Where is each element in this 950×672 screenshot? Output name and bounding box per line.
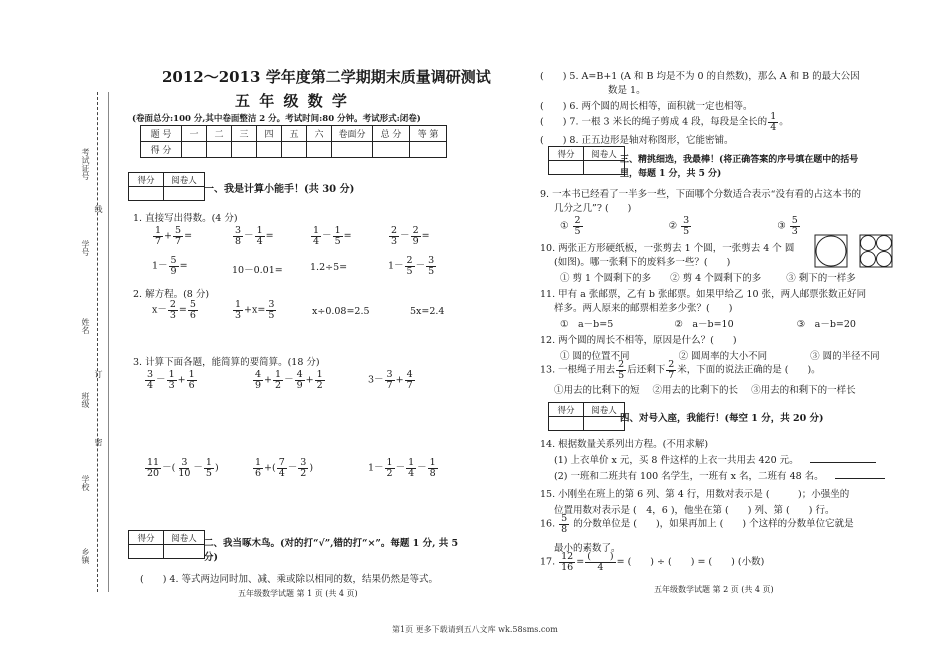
q1-item-7: 1.2÷5= — [310, 262, 348, 273]
binding-mark-mi: 密 — [94, 438, 103, 446]
q4-text: ( ) 4. 等式两边同时加、减、乘或除以相同的数，结果仍然是等式。 — [140, 574, 439, 585]
score-cell[interactable] — [410, 142, 447, 158]
score-box-4 — [548, 402, 625, 431]
q3-item-2: $\frac{4}{9}$ + $\frac{1}{2}$ － $\frac{4}{9}$ + $\frac{1}{2}$ — [255, 369, 323, 391]
score-cell[interactable] — [282, 142, 307, 158]
name-label: 姓名 — [81, 318, 90, 334]
score-box-label: 得分 — [129, 531, 164, 545]
binding-mark-xian: 线 — [94, 205, 103, 213]
q11-option-2[interactable]: ② a－b=10 — [674, 319, 734, 330]
q9-options — [560, 216, 801, 236]
binding-line-outer — [97, 92, 98, 592]
q13-part-a: 13. 一根绳子用去 — [540, 364, 616, 376]
page-1-footer: 五年级数学试题 第 1 页 (共 4 页) — [238, 589, 358, 598]
small-circle — [877, 252, 892, 267]
bottom-caption: 第1页 更多下载请到五八文库 wk.58sms.com — [392, 625, 558, 634]
score-box-3 — [548, 146, 625, 175]
q7-label: ( ) 7. 一根 3 米长的绳子剪成 4 段，每段是全长的 — [540, 116, 768, 128]
q12-text: 12. 两个圆的周长不相等，原因是什么？( ) — [540, 335, 737, 346]
grade-table — [140, 125, 447, 158]
q17-text: 17. $\frac{12}{16}$ = $\frac{( )}{4}$ = ( ) ÷ ( ) = ( ) (小数) — [540, 551, 765, 573]
grade-header: 三 — [232, 126, 257, 142]
binding-line-inner — [108, 92, 109, 592]
score-box-label: 阅卷人 — [584, 403, 625, 417]
grade-header: 六 — [307, 126, 332, 142]
school-label: 学校 — [81, 475, 90, 491]
score-cell[interactable] — [232, 142, 257, 158]
q13-text: 13. 一根绳子用去 $\frac{2}{5}$ 后还剩下 $\frac{2}{7}$ 米，下面的说法正确的是 ( )。 — [540, 359, 821, 381]
q3-item-3: 3－ $\frac{3}{7}$ + $\frac{4}{7}$ — [368, 369, 413, 391]
score-box-cell[interactable] — [549, 161, 584, 175]
q11-options — [560, 316, 856, 330]
score-cell[interactable] — [257, 142, 282, 158]
grade-header: 一 — [182, 126, 207, 142]
q14-item-2-text: (2) 一班和二班共有 100 名学生，一班有 x 名，二班有 48 名。 — [554, 471, 824, 482]
grade-header: 五 — [282, 126, 307, 142]
q1-item-5: 1－ $\frac{5}{9}$ = — [152, 255, 188, 277]
q3-item-1: $\frac{3}{4}$ － $\frac{1}{3}$ + $\frac{1}{6}$ — [147, 369, 195, 391]
q14-item-2 — [554, 468, 885, 482]
q1-text: 1. 直接写出得数。(4 分) — [133, 213, 238, 224]
score-cell[interactable] — [207, 142, 232, 158]
q6-text: ( ) 6. 两个圆的周长相等，面积就一定也相等。 — [540, 101, 753, 112]
score-box-label: 阅卷人 — [164, 173, 205, 187]
q14-item-1 — [554, 452, 876, 466]
small-circle — [861, 252, 876, 267]
exam-info: (卷面总分:100 分,其中卷面整洁 2 分。考试时间:80 分钟。考试形式:闭卷) — [132, 114, 421, 124]
q13-part-c: 米，下面的说法正确的是 ( )。 — [677, 364, 821, 376]
score-box-label: 得分 — [129, 173, 164, 187]
q15-line-1: 15. 小刚坐在班上的第 6 列、第 4 行，用数对表示是 ( )；小强坐的 — [540, 489, 850, 500]
q2-item-1: x－ $\frac{2}{3}$ = $\frac{5}{6}$ — [152, 299, 196, 321]
q13-option-2[interactable]: ②用去的比剩下的长 — [652, 385, 739, 396]
q11-option-1[interactable]: ① a－b=5 — [560, 319, 614, 330]
q13-option-3[interactable]: ③用去的和剩下的一样长 — [751, 385, 856, 396]
q7-text: ( ) 7. 一根 3 米长的绳子剪成 4 段，每段是全长的 $\frac{1}{4}$ 。 — [540, 111, 789, 133]
q16-text: 16. $\frac{5}{8}$ 的分数单位是 ( )，如果再加上 ( ) 个这样的分数单位它就是 — [540, 513, 854, 535]
score-box-cell[interactable] — [129, 187, 164, 201]
q10-option-2[interactable]: ② 剪 4 个圆剩下的多 — [670, 273, 762, 284]
square-one-circle — [815, 235, 847, 267]
grade-header: 卷面分 — [332, 126, 373, 142]
grade-row-label: 得 分 — [141, 142, 182, 158]
grade-header: 总 分 — [373, 126, 410, 142]
score-cell[interactable] — [332, 142, 373, 158]
q10-option-1[interactable]: ① 剪 1 个圆剩下的多 — [560, 273, 652, 284]
small-circle — [861, 236, 876, 251]
q2-item-3: x÷0.08=2.5 — [312, 306, 370, 317]
score-box-cell[interactable] — [129, 545, 164, 559]
score-box-cell[interactable] — [164, 187, 205, 201]
q12-option-1[interactable]: ① 圆的位置不同 — [560, 351, 630, 362]
q3-item-5: $\frac{1}{6}$ +( $\frac{7}{4}$ － $\frac{3}{2}$ ) — [255, 457, 314, 479]
class-label: 班级 — [81, 392, 90, 408]
grade-header: 题 号 — [141, 126, 182, 142]
score-box-label: 得分 — [549, 147, 584, 161]
q13-part-b: 后还剩下 — [627, 364, 666, 376]
q11-option-3[interactable]: ③ a－b=20 — [796, 319, 856, 330]
q1-item-4: $\frac{2}{3}$ － $\frac{2}{9}$ = — [391, 225, 430, 247]
grade-header: 等 第 — [410, 126, 447, 142]
q5-line-1: ( ) 5. A=B+1 (A 和 B 均是不为 0 的自然数)，那么 A 和 B 的最大公因 — [540, 71, 860, 82]
exam-title: 2012～2013 学年度第二学期期末质量调研测试 — [162, 68, 491, 86]
q9-line-2: 几分之几”? ( ) — [554, 203, 632, 214]
big-circle — [816, 236, 846, 266]
q1-row-1: $\frac{1}{7}$ + $\frac{5}{7}$ = — [155, 225, 193, 247]
q2-item-2: $\frac{1}{3}$ +x= $\frac{3}{5}$ — [235, 299, 275, 321]
exam-subtitle: 五 年 级 数 学 — [235, 92, 349, 110]
small-circle — [877, 236, 892, 251]
q3-item-6: 1－ $\frac{1}{2}$ － $\frac{1}{4}$ － $\frac{1}{8}$ — [368, 457, 436, 479]
q14-answer-1[interactable] — [810, 462, 876, 463]
section-3-title: 三、精挑细选，我最棒！(将正确答案的序号填在题中的括号 — [620, 155, 859, 165]
q9-option-3[interactable]: ③ $\frac{5}{3}$ — [777, 215, 798, 237]
q3-item-4: $\frac{11}{20}$ －( $\frac{3}{10}$ － $\frac{1}{5}$ ) — [147, 457, 219, 479]
score-cell[interactable] — [182, 142, 207, 158]
q14-answer-2[interactable] — [835, 478, 885, 479]
q5-line-2: 数是 1。 — [608, 85, 646, 96]
binding-mark-ding: 订 — [94, 370, 103, 378]
section-2-title-text: 二、我当啄木鸟。(对的打“√”,错的打“×”。每题 1 分, 共 5 分) — [204, 538, 459, 564]
q3-text: 3. 计算下面各题，能简算的要简算。(18 分) — [133, 357, 320, 368]
page-2-footer: 五年级数学试题 第 2 页 (共 4 页) — [654, 585, 774, 594]
town-label: 乡镇 — [81, 548, 90, 564]
score-cell[interactable] — [373, 142, 410, 158]
seat-number-label: 学号 — [81, 240, 90, 256]
score-box-label: 阅卷人 — [584, 147, 625, 161]
score-box-cell[interactable] — [164, 545, 205, 559]
grade-header: 二 — [207, 126, 232, 142]
q1-item-8: 1－ $\frac{2}{5}$ － $\frac{3}{5}$ — [388, 255, 435, 277]
q14-item-1-text: (1) 上衣单价 x 元，买 8 件这样的上衣一共用去 420 元。 — [554, 455, 799, 466]
q1-item-2: $\frac{3}{8}$ － $\frac{1}{4}$ = — [235, 225, 274, 247]
q10-option-3[interactable]: ③ 剩下的一样多 — [786, 273, 856, 284]
score-cell[interactable] — [307, 142, 332, 158]
q10-line-2: (如图)。哪一张剩下的废料多一些？( ) — [554, 257, 731, 268]
section-4-title: 四、对号入座，我能行！(每空 1 分，共 20 分) — [620, 413, 824, 424]
q16-part-a: 的分数单位是 ( )，如果再加上 ( ) 个这样的分数单位它就是 — [573, 518, 854, 530]
score-box-label: 阅卷人 — [164, 531, 205, 545]
q1-item-6: 10－0.01= — [232, 265, 283, 276]
q9-option-1[interactable]: ① $\frac{2}{5}$ — [560, 215, 581, 237]
q10-line-1: 10. 两张正方形硬纸板，一张剪去 1 个圆，一张剪去 4 个 圆 — [540, 243, 795, 254]
q12-option-3[interactable]: ③ 圆的半径不同 — [810, 351, 880, 362]
section-2-title — [204, 537, 466, 566]
grade-header: 四 — [257, 126, 282, 142]
score-box-cell[interactable] — [584, 417, 625, 431]
q2-text: 2. 解方程。(8 分) — [133, 289, 210, 300]
square-four-circles — [860, 235, 892, 267]
score-box-2 — [128, 530, 205, 559]
section-3-title-2: 里，每题 1 分，共 5 分) — [620, 169, 722, 179]
q16-line-2: 最小的素数了。 — [554, 543, 621, 554]
q8-text: ( ) 8. 正五边形是轴对称图形，它能密铺。 — [540, 135, 734, 146]
q15-line-2: 位置用数对表示是 ( 4，6 )，他坐在第 ( ) 列、第 ( ) 行。 — [554, 505, 835, 516]
q12-option-2[interactable]: ② 圆周率的大小不同 — [678, 351, 768, 362]
q13-option-1[interactable]: ①用去的比剩下的短 — [554, 385, 640, 396]
q1-item-3: $\frac{1}{4}$ － $\frac{1}{5}$ = — [313, 225, 352, 247]
score-box-1 — [128, 172, 205, 201]
section-1-title: 一、我是计算小能手！(共 30 分) — [204, 184, 355, 195]
q14-text: 14. 根据数量关系列出方程。(不用求解) — [540, 439, 709, 450]
q10-options — [560, 270, 856, 284]
exam-number-label: 考试证号 — [81, 148, 90, 180]
q17-rest: = ( ) ÷ ( ) = ( ) (小数) — [616, 556, 765, 568]
q10-figure — [814, 234, 896, 268]
q9-line-1: 9. 一本书已经看了一半多一些，下面哪个分数适合表示“没有看的占这本书的 — [540, 189, 861, 200]
score-box-label: 得分 — [549, 403, 584, 417]
q11-line-2: 样多。两人原来的邮票相差多少张？( ) — [554, 303, 733, 314]
score-box-cell[interactable] — [584, 161, 625, 175]
q9-option-2[interactable]: ② $\frac{3}{5}$ — [668, 215, 690, 237]
q2-item-4: 5x=2.4 — [410, 306, 445, 317]
score-box-cell[interactable] — [549, 417, 584, 431]
q11-line-1: 11. 甲有 a 张邮票，乙有 b 张邮票。如果甲给乙 10 张，两人邮票张数正好同 — [540, 289, 867, 300]
q13-options — [554, 382, 856, 396]
